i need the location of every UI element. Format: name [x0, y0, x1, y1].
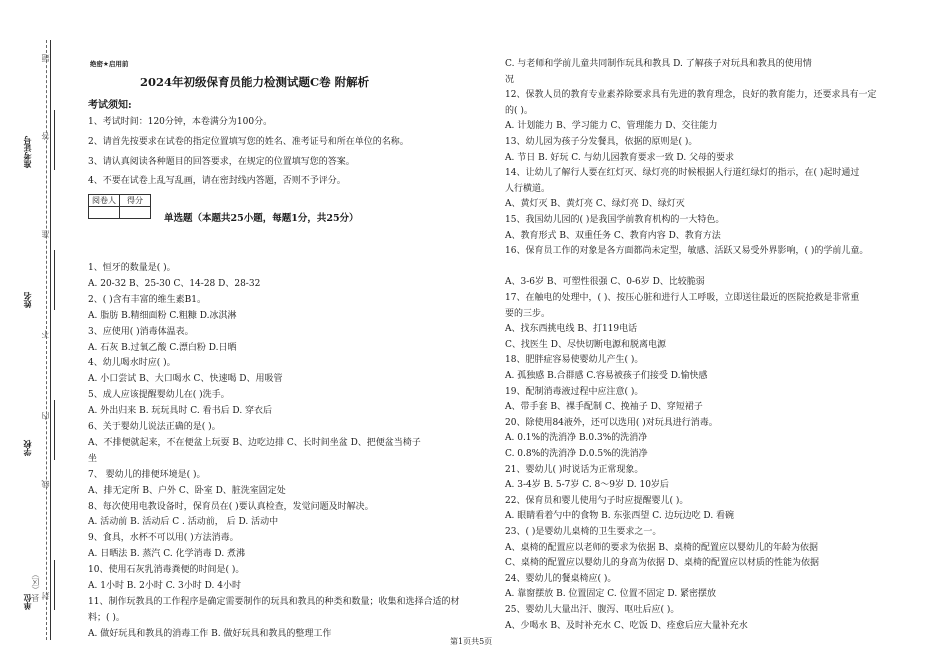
question-line: 8、每次使用电教设备时，保育员在( )要认真检查，发觉问题及时解决。	[88, 501, 374, 512]
score-header: 得分	[120, 195, 151, 207]
secret-label: 绝密★启用前	[90, 60, 129, 68]
seal-mark: 准	[41, 230, 50, 238]
question-line: 22、保育员和婴儿使用勺子时应提醒婴儿( )。	[505, 495, 689, 506]
question-line: A、黄灯灭 B、黄灯亮 C、绿灯亮 D、绿灯灭	[505, 199, 685, 210]
question-line: 17、在触电的处理中，( )、按压心脏和进行人工呼吸，立即送往最近的医院抢救是非常重	[505, 293, 860, 303]
question-line: A. 活动前 B. 活动后 C . 活动前， 后 D. 活动中	[88, 517, 279, 528]
question-line: 10、使用石灰乳消毒粪便的时间是( )。	[88, 565, 245, 576]
name-label: 姓名	[23, 292, 32, 308]
question-line: A、少喝水 B、及时补充水 C、吃饭 D、痊愈后应大量补充水	[505, 620, 748, 631]
exam-number-field[interactable]	[54, 110, 55, 170]
question-line: A. 做好玩具和教具的消毒工作 B. 做好玩具和教具的整理工作	[88, 628, 332, 639]
question-line: A. 石灰 B.过氧乙酸 C.漂白粉 D.日晒	[88, 342, 237, 353]
school-label: 学校	[23, 440, 32, 456]
question-line: A. 孤独感 B.合群感 C.容易被孩子们接受 D.愉快感	[505, 371, 708, 381]
question-line: A. 0.1%的洗消净 B.0.3%的洗消净	[505, 433, 648, 444]
question-line: 1、恒牙的数量是( )。	[88, 263, 176, 273]
question-line: 的( )。	[505, 105, 533, 116]
notice-item: 4、不要在试卷上乱写乱画，请在密封线内答题，否则不予评分。	[88, 176, 346, 186]
question-line: 3、应使用( )消毒体温表。	[88, 326, 194, 337]
seal-mark: 封	[41, 592, 50, 600]
question-line: A. 节日 B. 好玩 C. 与幼儿园教育要求一致 D. 父母的要求	[505, 152, 735, 163]
question-line: A. 1小时 B. 2小时 C. 3小时 D. 4小时	[88, 581, 241, 591]
question-line: 15、我国幼儿园的( )是我国学前教育机构的一大特色。	[505, 215, 725, 225]
question-line: 25、婴幼儿大量出汗、腹泻、呕吐后应( )。	[505, 605, 680, 615]
seal-mark: 题	[41, 54, 50, 62]
seal-mark: 不	[41, 330, 50, 338]
score-cell[interactable]	[120, 207, 151, 219]
question-line: A、桌椅的配置应以老师的要求为依据 B、桌椅的配置应以婴幼儿的年龄为依据	[505, 542, 818, 553]
question-line: A、不排便就起来，不在便盆上玩耍 B、边吃边排 C、长时间坐盆 D、把便盆当椅子	[88, 437, 421, 448]
question-line: A. 脂肪 B.精细面粉 C.粗糠 D.冰淇淋	[88, 310, 237, 321]
question-line: 4、幼儿喝水时应( )。	[88, 358, 176, 369]
question-line: 16、保育员工作的对象是各方面都尚未定型，敏感、活跃又易受外界影响，( )的学前儿童。	[505, 246, 869, 257]
seal-mark: 答	[41, 132, 50, 140]
school-field[interactable]	[54, 400, 55, 460]
seal-mark: 内	[41, 412, 50, 420]
question-line: 2、( )含有丰富的维生素B1。	[88, 294, 206, 305]
question-line: A. 外出归来 B. 玩玩具时 C. 看书后 D. 穿衣后	[88, 406, 273, 417]
page-footer: 第1页共5页	[450, 637, 493, 646]
question-line: A、找东西挑电线 B、打119电话	[505, 324, 638, 335]
region-label: 县（区）	[31, 570, 40, 602]
question-line: A. 20-32 B、25-30 C、14-28 D、28-32	[88, 278, 261, 289]
notice-item: 2、请首先按要求在试卷的指定位置填写您的姓名、准考证号和所在单位的名称。	[88, 137, 409, 147]
question-line: A. 靠窗摆放 B. 位置固定 C. 位置不固定 D. 紧密摆放	[505, 589, 717, 600]
question-line: 7、 婴幼儿的排便环境是( )。	[88, 469, 206, 480]
exam-number-label: 准考证号	[23, 136, 32, 168]
score-table	[88, 194, 151, 219]
question-line: 况	[505, 74, 515, 85]
question-line: 20、除使用84液外，还可以选用( )对玩具进行消毒。	[505, 417, 718, 428]
question-line: 12、保教人员的教育专业素养除要求具有先进的教育理念，良好的教育能力，还要求具有一定	[505, 90, 877, 101]
question-line: 13、幼儿园为孩子分发餐具，依据的原则是( )。	[505, 137, 698, 147]
question-line: A. 眼睛看着勺中的食物 B. 东张西望 C. 边玩边吃 D. 看碗	[505, 511, 735, 522]
grader-header: 阅卷人	[89, 195, 120, 207]
question-line: A. 小口尝试 B、大口喝水 C、快速喝 D、用吸管	[88, 374, 283, 385]
question-line: 21、婴幼儿( )时说话为正常现象。	[505, 464, 644, 475]
question-line: 19、配制消毒液过程中应注意( )。	[505, 386, 644, 397]
question-line: 6、关于婴幼儿说法正确的是( )。	[88, 422, 221, 432]
question-line: A、带手套 B、裸手配制 C、挽袖子 D、穿短裙子	[505, 402, 703, 413]
question-line: 18、肥胖症容易使婴幼儿产生( )。	[505, 355, 644, 366]
page-title: 2024年初级保育员能力检测试题C卷 附解析	[140, 75, 370, 89]
question-line: 24、婴幼儿的餐桌椅应( )。	[505, 573, 617, 584]
question-line: A、教育形式 B、双重任务 C、教育内容 D、教育方法	[505, 230, 721, 241]
question-line: C. 与老师和学前儿童共同制作玩具和教具 D. 了解孩子对玩具和教具的使用情	[505, 59, 812, 69]
question-line: 人行横道。	[505, 183, 551, 194]
grader-cell[interactable]	[89, 207, 120, 219]
question-line: 5、成人应该提醒婴幼儿在( )洗手。	[88, 390, 230, 401]
question-line: 11、制作玩教具的工作程序是确定需要制作的玩具和教具的种类和数量；收集和选择合适的材	[88, 596, 460, 607]
question-line: 14、让幼儿了解行人要在红灯灭、绿灯亮的时候根据人行道红绿灯的指示，在( )起时通过	[505, 168, 860, 179]
question-line: C. 0.8%的洗消净 D.0.5%的洗消净	[505, 449, 648, 459]
question-line: A. 计划能力 B、学习能力 C、管理能力 D、交往能力	[505, 121, 718, 132]
question-line: C、桌椅的配置应以婴幼儿的身高为依据 D、桌椅的配置应以材质的性能为依据	[505, 558, 819, 569]
notice-heading: 考试须知:	[88, 100, 132, 111]
name-field[interactable]	[54, 250, 55, 310]
question-line: 料；( )。	[88, 612, 125, 623]
question-line: A. 3-4岁 B. 5-7岁 C. 8～9岁 D. 10岁后	[505, 480, 669, 491]
question-line: 23、( )是婴幼儿桌椅的卫生要求之一。	[505, 527, 662, 537]
question-line: A、排无定所 B、户外 C、卧室 D、脏洗室固定处	[88, 485, 286, 496]
seal-mark: 线	[41, 480, 50, 488]
notice-item: 1、考试时间：120分钟，本卷满分为100分。	[88, 117, 273, 127]
question-line: A. 日晒法 B. 蒸汽 C. 化学消毒 D. 煮沸	[88, 549, 246, 560]
question-line: 坐	[88, 453, 98, 464]
question-line: C、找医生 D、尽快切断电源和脱离电源	[505, 339, 666, 350]
seal-dashed-line	[46, 40, 47, 640]
question-line: 9、食具，水杯不可以用( )方法消毒。	[88, 533, 239, 544]
question-line: 要的三步。	[505, 308, 551, 319]
unit-label: 单位	[23, 594, 32, 610]
unit-field[interactable]	[54, 560, 55, 610]
seal-solid-line	[50, 40, 51, 640]
question-line: A、3-6岁 B、可塑性很强 C、0-6岁 D、比较脆弱	[505, 277, 705, 288]
binding-margin	[0, 0, 80, 671]
notice-item: 3、请认真阅读各种题目的回答要求，在规定的位置填写您的答案。	[88, 157, 355, 167]
section-title: 单选题（本题共25小题，每题1分，共25分）	[164, 213, 359, 224]
